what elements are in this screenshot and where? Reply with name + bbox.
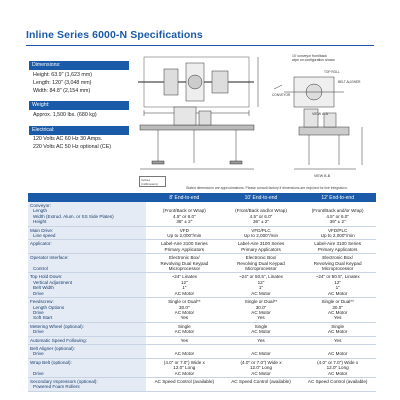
cell-line: AC Motor bbox=[327, 309, 348, 315]
cell-line: Single or Dual** bbox=[244, 299, 278, 305]
table-row bbox=[28, 202, 376, 226]
cell-line: AC Motor bbox=[251, 290, 271, 296]
table-row bbox=[28, 240, 376, 254]
cell-line: Up to 2,000"/min bbox=[167, 233, 202, 239]
table-cell bbox=[299, 240, 376, 254]
cell-line: 12" bbox=[257, 279, 265, 285]
dimensions-heading: Dimensions: bbox=[29, 61, 129, 70]
electrical-line-2: 220 Volts AC 50 Hz optional (CE) bbox=[33, 144, 112, 150]
row-label-sub: Length Options bbox=[33, 304, 65, 310]
row-label bbox=[28, 322, 146, 336]
cell-line: Single bbox=[254, 323, 268, 329]
cell-line: Up to 2,000"/min bbox=[243, 233, 279, 239]
row-label-title: Feedscrew: bbox=[30, 299, 54, 305]
table-cell bbox=[299, 344, 376, 358]
table-cell bbox=[223, 336, 300, 344]
cell-line: AC Motor bbox=[174, 329, 195, 335]
cell-line: (4.0" or 7.0") Wide x bbox=[317, 359, 359, 365]
row-label-sub: Drive bbox=[33, 370, 44, 376]
row-label bbox=[28, 273, 146, 298]
row-label-title: Secondary Impressors (optional): bbox=[30, 378, 98, 384]
table-cell bbox=[223, 202, 300, 226]
cell-line: 4.5" or 6.0" bbox=[326, 213, 349, 219]
cell-line: 36" ± 2" bbox=[176, 219, 193, 225]
cell-line: 1" bbox=[182, 285, 187, 291]
cell-line: Electronic Box/ bbox=[322, 255, 353, 261]
table-cell bbox=[146, 273, 223, 298]
page-title: Inline Series 6000-N Specifications bbox=[26, 29, 203, 41]
row-label-title: Top Hold Down: bbox=[30, 274, 63, 280]
cell-line: Yes bbox=[257, 337, 265, 343]
cell-line: Yes bbox=[333, 337, 342, 343]
row-label bbox=[28, 226, 146, 240]
cell-line: 36" ± 2" bbox=[329, 219, 346, 225]
cell-line: AC Motor bbox=[327, 329, 348, 335]
cell-line: AC Motor bbox=[251, 370, 271, 376]
cell-line: (Front/Back and/or Wrap) bbox=[311, 208, 364, 214]
row-label-sub: Control bbox=[33, 266, 48, 272]
table-cell bbox=[299, 254, 376, 273]
view-b-label: VIEW B-B bbox=[314, 174, 331, 178]
table-cell bbox=[299, 273, 376, 298]
row-label-sub: Drive bbox=[33, 290, 44, 296]
cell-line: 1" bbox=[335, 285, 340, 291]
cell-line: Microprocessor bbox=[245, 266, 277, 272]
cell-line: AC Motor bbox=[327, 370, 348, 376]
row-label-sub: Width (Extrud. Alum. or SS Side Plates) bbox=[33, 213, 114, 219]
row-label-title: Belt Aligner (optional): bbox=[30, 345, 75, 351]
cell-line: AC Motor bbox=[327, 290, 348, 296]
table-cell bbox=[299, 322, 376, 336]
cell-line: AC Motor bbox=[174, 351, 195, 357]
cell-line: Revolving Dual Keypad bbox=[313, 260, 362, 266]
cell-line: Electronic Box/ bbox=[245, 255, 277, 261]
cell-line: Single or Dual** bbox=[321, 299, 354, 305]
cell-line: 4.5" or 6.0" bbox=[249, 213, 273, 219]
spec-table bbox=[28, 193, 376, 392]
row-label-title: Operator Interface: bbox=[30, 255, 69, 261]
cell-line: 30.0" bbox=[179, 304, 190, 310]
table-row bbox=[28, 254, 376, 273]
table-row bbox=[28, 377, 376, 391]
cell-line: AC Motor bbox=[251, 351, 271, 357]
table-cell bbox=[299, 298, 376, 323]
cell-line: Single bbox=[331, 323, 345, 329]
row-label-title: Metering Wheel (optional): bbox=[30, 323, 84, 329]
cell-line: Up to 2,000"/min bbox=[320, 233, 355, 239]
cell-line: VFD bbox=[179, 227, 189, 233]
table-row bbox=[28, 226, 376, 240]
row-label bbox=[28, 344, 146, 358]
cell-line: Microprocessor bbox=[321, 266, 354, 272]
row-label-sub: Drive bbox=[33, 329, 44, 335]
row-label bbox=[28, 240, 146, 254]
table-cell bbox=[223, 273, 300, 298]
row-label-title: Automatic Speed Following: bbox=[30, 337, 87, 343]
row-label-sub: Drive bbox=[33, 309, 44, 315]
cell-line: Yes bbox=[333, 315, 342, 321]
cell-line: Yes bbox=[180, 337, 189, 343]
cell-line: Primary Applicators bbox=[241, 246, 281, 252]
cell-line: Revolving Dual Keypad bbox=[160, 260, 209, 266]
drawing-callout: 10' conveyor front/back wipe on configuration shown bbox=[292, 54, 335, 62]
cell-line: 36" ± 2" bbox=[252, 219, 269, 225]
cell-line: ~24" or 50.5", Linatex bbox=[315, 274, 360, 280]
row-label bbox=[28, 336, 146, 344]
table-header-8ft: 8' End-to-end bbox=[146, 193, 223, 202]
row-label bbox=[28, 358, 146, 377]
table-row bbox=[28, 298, 376, 323]
table-cell bbox=[146, 322, 223, 336]
table-cell bbox=[299, 336, 376, 344]
cell-line: AC Motor bbox=[174, 309, 195, 315]
table-cell bbox=[223, 344, 300, 358]
table-row bbox=[28, 344, 376, 358]
table-cell bbox=[146, 336, 223, 344]
table-cell bbox=[299, 377, 376, 391]
cell-line: 30.0" bbox=[332, 304, 343, 310]
cell-line: VFD/PLC bbox=[327, 227, 348, 233]
table-cell bbox=[299, 202, 376, 226]
cell-line: 12.0" Long bbox=[326, 365, 349, 371]
cell-line: (Front/Back and/or Wrap) bbox=[235, 208, 287, 214]
cell-line: AC Speed Control (available) bbox=[154, 378, 215, 384]
table-cell bbox=[223, 254, 300, 273]
row-label-sub: Height bbox=[33, 219, 47, 225]
dimension-height: Height: 63.9" (1,623 mm) bbox=[33, 72, 92, 78]
cell-line: ~24" Linatex bbox=[171, 274, 198, 280]
row-label-title: Main Drive: bbox=[30, 227, 54, 233]
table-row bbox=[28, 273, 376, 298]
cell-line: Electronic Box/ bbox=[169, 255, 200, 261]
row-label-title: Wrap Belt (optional): bbox=[30, 359, 72, 365]
electrical-heading: Electrical: bbox=[29, 126, 129, 135]
cell-line: Microprocessor bbox=[168, 266, 201, 272]
cell-line: Label-Aire 3100 Series bbox=[314, 241, 362, 247]
cell-line: VFD/PLC bbox=[251, 227, 271, 233]
cell-line: AC Motor bbox=[174, 370, 195, 376]
cell-line: (4.0" or 7.0") Wide x bbox=[240, 359, 282, 365]
row-label-sub: Line speed bbox=[33, 233, 56, 239]
row-label-sub: Soft Start bbox=[33, 315, 53, 321]
table-cell bbox=[223, 226, 300, 240]
electrical-line-1: 120 Volts AC 60 Hz 30 Amps. bbox=[33, 136, 103, 142]
table-cell bbox=[223, 298, 300, 323]
row-label-sub: Belt Width bbox=[33, 285, 54, 291]
drawing-caption: Stated dimensions are approximations. Please consult factory if dimensions are required for line integration. bbox=[186, 186, 348, 190]
table-cell bbox=[146, 226, 223, 240]
table-row bbox=[28, 336, 376, 344]
table-row bbox=[28, 322, 376, 336]
cell-line: AC Motor bbox=[174, 290, 195, 296]
table-header-blank bbox=[28, 193, 146, 202]
cell-line: 1" bbox=[258, 285, 264, 291]
row-label-sub: Powered Foam Rollers bbox=[33, 384, 80, 390]
cell-line: 30.0" bbox=[255, 304, 267, 310]
cell-line: Yes bbox=[180, 315, 189, 321]
row-label-title: Conveyor: bbox=[30, 203, 51, 208]
row-label bbox=[28, 202, 146, 226]
cell-line: (Front/Back or Wrap) bbox=[162, 208, 206, 214]
row-label-sub: Drive bbox=[33, 351, 44, 357]
table-cell bbox=[146, 358, 223, 377]
units-note: Inches (millimeters) bbox=[139, 176, 166, 187]
table-cell bbox=[146, 344, 223, 358]
table-cell bbox=[146, 202, 223, 226]
belt-aligner-label: BELT ALIGNER bbox=[338, 80, 361, 84]
cell-line: Single or Dual** bbox=[168, 299, 201, 305]
table-cell bbox=[146, 298, 223, 323]
row-label-title: Applicator: bbox=[30, 241, 52, 247]
weight-value: Approx. 1,500 lbs. (680 kg) bbox=[33, 112, 97, 118]
table-cell bbox=[223, 322, 300, 336]
row-label bbox=[28, 298, 146, 323]
table-cell bbox=[299, 226, 376, 240]
spec-table-body bbox=[28, 202, 376, 391]
conveyor-label: CONVEYOR bbox=[272, 93, 291, 97]
cell-line: AC Motor bbox=[251, 329, 271, 335]
cell-line: AC Speed Control (available) bbox=[231, 378, 291, 384]
table-cell bbox=[299, 358, 376, 377]
cell-line: 12" bbox=[334, 279, 342, 285]
row-label-sub: Length bbox=[33, 208, 48, 214]
cell-line: 4.5" or 6.0" bbox=[172, 213, 196, 219]
table-header-10ft: 10' End-to-end bbox=[223, 193, 300, 202]
cell-line: 12.0" Long bbox=[173, 365, 196, 371]
weight-heading: Weight: bbox=[29, 101, 129, 110]
cell-line: 12.0" Long bbox=[249, 365, 273, 371]
table-cell bbox=[146, 254, 223, 273]
cell-line: Primary Applicators bbox=[164, 246, 205, 252]
cell-line: Yes bbox=[257, 315, 265, 321]
cell-line: Revolving Dual Keypad bbox=[237, 260, 285, 266]
top-roll-label: TOP ROLL bbox=[324, 70, 340, 74]
table-cell bbox=[146, 377, 223, 391]
cell-line: AC Speed Control (available) bbox=[307, 378, 368, 384]
table-cell bbox=[223, 377, 300, 391]
cell-line: Label-Aire 3100 Series bbox=[237, 241, 285, 247]
cell-line: 12" bbox=[180, 279, 188, 285]
cell-line: ~24" or 50.5", Linatex bbox=[238, 274, 283, 280]
table-header-12ft: 12' End-to-end bbox=[299, 193, 376, 202]
cell-line: Primary Applicators bbox=[317, 246, 358, 252]
view-a-label: VIEW A-A bbox=[312, 112, 328, 116]
cell-line: AC Motor bbox=[327, 351, 348, 357]
row-label-sub: Vertical Adjustment bbox=[33, 279, 73, 285]
dimension-length: Length: 120" (3,048 mm) bbox=[33, 80, 92, 86]
dimension-width: Width: 84.8" (2,154 mm) bbox=[33, 88, 91, 94]
row-label bbox=[28, 254, 146, 273]
table-cell bbox=[223, 240, 300, 254]
cell-line: AC Motor bbox=[251, 309, 271, 315]
row-label bbox=[28, 377, 146, 391]
title-rule bbox=[26, 45, 374, 46]
table-row bbox=[28, 358, 376, 377]
cell-line: (4.0" or 7.0") Wide x bbox=[163, 359, 205, 365]
machine-drawing bbox=[134, 49, 376, 183]
cell-line: Label-Aire 3100 Series bbox=[160, 241, 208, 247]
cell-line: Single bbox=[177, 323, 191, 329]
table-header-row bbox=[28, 193, 376, 202]
table-cell bbox=[146, 240, 223, 254]
table-cell bbox=[223, 358, 300, 377]
